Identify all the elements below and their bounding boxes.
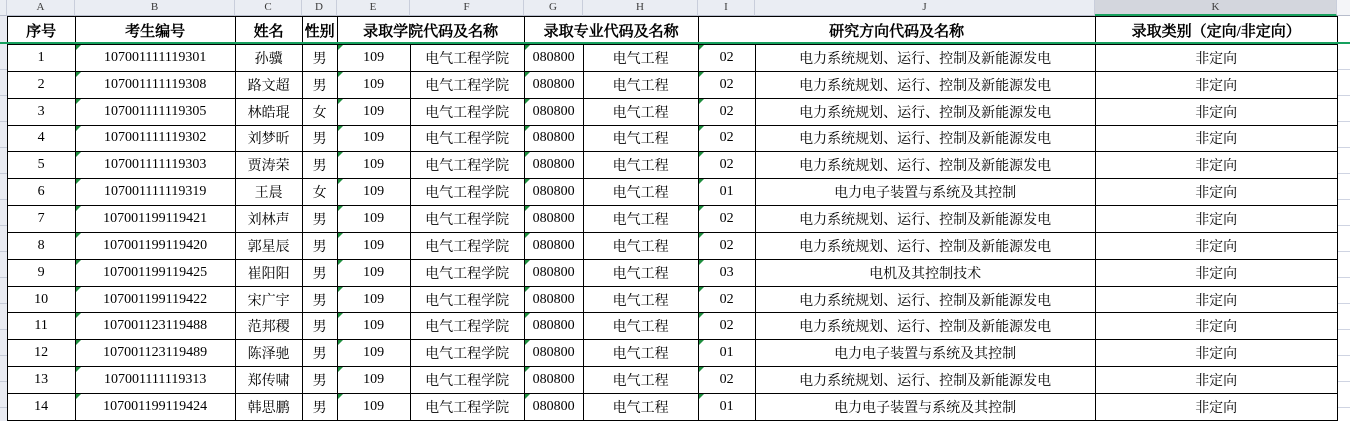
cell-direction-name[interactable]: 电力电子装置与系统及其控制 xyxy=(755,179,1095,206)
cell-gender[interactable]: 男 xyxy=(302,45,337,72)
cell-college-name[interactable]: 电气工程学院 xyxy=(410,45,524,72)
cell-direction-name[interactable]: 电力系统规划、运行、控制及新能源发电 xyxy=(755,232,1095,259)
cell-index[interactable]: 1 xyxy=(7,45,75,72)
cell-admission-type[interactable]: 非定向 xyxy=(1095,340,1337,367)
cell-direction-name[interactable]: 电力系统规划、运行、控制及新能源发电 xyxy=(755,367,1095,394)
cell-major-name[interactable]: 电气工程 xyxy=(583,125,698,152)
cell-major-code[interactable]: 080800 xyxy=(524,45,583,72)
column-header-H[interactable]: H xyxy=(583,0,698,16)
cell-major-code[interactable]: 080800 xyxy=(524,313,583,340)
margin-cell xyxy=(1338,226,1350,252)
table-row xyxy=(7,313,1337,340)
column-letter-strip xyxy=(0,0,1350,16)
cell-candidate-id[interactable]: 107001111119319 xyxy=(75,179,235,206)
column-header-K-selected[interactable]: K xyxy=(1095,0,1337,16)
cell-direction-code[interactable]: 01 xyxy=(698,393,755,420)
table-row xyxy=(7,286,1337,313)
cell-name[interactable]: 贾涛荣 xyxy=(235,152,302,179)
margin-cell xyxy=(1338,148,1350,174)
table-row xyxy=(7,340,1337,367)
header-candidate-id[interactable]: 考生编号 xyxy=(75,17,235,45)
margin-cell xyxy=(1338,200,1350,226)
cell-candidate-id[interactable]: 107001111119308 xyxy=(75,71,235,98)
cell-admission-type[interactable]: 非定向 xyxy=(1095,45,1337,72)
cell-admission-type[interactable]: 非定向 xyxy=(1095,179,1337,206)
cell-gender[interactable]: 男 xyxy=(302,206,337,233)
margin-cell xyxy=(1338,44,1350,70)
gutter-cell xyxy=(0,96,7,122)
cell-admission-type[interactable]: 非定向 xyxy=(1095,393,1337,420)
cell-candidate-id[interactable]: 107001199119421 xyxy=(75,206,235,233)
column-header-A[interactable]: A xyxy=(7,0,75,16)
cell-direction-name[interactable]: 电力电子装置与系统及其控制 xyxy=(755,393,1095,420)
header-index[interactable]: 序号 xyxy=(7,17,75,45)
cell-college-code[interactable]: 109 xyxy=(337,206,410,233)
cell-name[interactable]: 刘梦昕 xyxy=(235,125,302,152)
cell-name[interactable]: 孙骥 xyxy=(235,45,302,72)
cell-direction-name[interactable]: 电力系统规划、运行、控制及新能源发电 xyxy=(755,206,1095,233)
cell-direction-code[interactable]: 02 xyxy=(698,71,755,98)
cell-name[interactable]: 陈泽驰 xyxy=(235,340,302,367)
cell-candidate-id[interactable]: 107001111119305 xyxy=(75,98,235,125)
cell-index[interactable]: 7 xyxy=(7,206,75,233)
cell-index[interactable]: 3 xyxy=(7,98,75,125)
header-gender[interactable]: 性别 xyxy=(302,17,337,45)
cell-college-name[interactable]: 电气工程学院 xyxy=(410,206,524,233)
cell-college-name[interactable]: 电气工程学院 xyxy=(410,232,524,259)
margin-cell xyxy=(1338,70,1350,96)
table-header-row xyxy=(7,17,1337,45)
row-header-gutter xyxy=(0,16,7,421)
cell-name[interactable]: 林皓琨 xyxy=(235,98,302,125)
cell-gender[interactable]: 女 xyxy=(302,179,337,206)
cell-college-name[interactable]: 电气工程学院 xyxy=(410,367,524,394)
cell-college-code[interactable]: 109 xyxy=(337,313,410,340)
cell-candidate-id[interactable]: 107001123119489 xyxy=(75,340,235,367)
cell-direction-code[interactable]: 01 xyxy=(698,179,755,206)
cell-direction-code[interactable]: 02 xyxy=(698,45,755,72)
cell-admission-type[interactable]: 非定向 xyxy=(1095,286,1337,313)
cell-college-name[interactable]: 电气工程学院 xyxy=(410,313,524,340)
column-header-E[interactable]: E xyxy=(337,0,410,16)
cell-college-code[interactable]: 109 xyxy=(337,125,410,152)
cell-direction-code[interactable]: 02 xyxy=(698,125,755,152)
margin-cell xyxy=(1338,278,1350,304)
cell-college-name[interactable]: 电气工程学院 xyxy=(410,259,524,286)
cell-college-name[interactable]: 电气工程学院 xyxy=(410,340,524,367)
cell-name[interactable]: 崔阳阳 xyxy=(235,259,302,286)
cell-major-name[interactable]: 电气工程 xyxy=(583,206,698,233)
cell-gender[interactable]: 男 xyxy=(302,259,337,286)
cell-major-name[interactable]: 电气工程 xyxy=(583,340,698,367)
cell-college-code[interactable]: 109 xyxy=(337,98,410,125)
gutter-cell xyxy=(0,122,7,148)
cell-direction-name[interactable]: 电力系统规划、运行、控制及新能源发电 xyxy=(755,286,1095,313)
cell-major-name[interactable]: 电气工程 xyxy=(583,259,698,286)
cell-major-code[interactable]: 080800 xyxy=(524,367,583,394)
column-header-L-partial[interactable] xyxy=(1337,0,1350,16)
cell-major-code[interactable]: 080800 xyxy=(524,152,583,179)
gutter-corner xyxy=(0,0,7,16)
cell-admission-type[interactable]: 非定向 xyxy=(1095,206,1337,233)
table-row xyxy=(7,259,1337,286)
gutter-cell xyxy=(0,382,7,408)
gutter-cell xyxy=(0,330,7,356)
cell-gender[interactable]: 男 xyxy=(302,286,337,313)
cell-college-name[interactable]: 电气工程学院 xyxy=(410,179,524,206)
cell-admission-type[interactable]: 非定向 xyxy=(1095,259,1337,286)
cell-direction-name[interactable]: 电机及其控制技术 xyxy=(755,259,1095,286)
cell-major-name[interactable]: 电气工程 xyxy=(583,393,698,420)
header-direction[interactable]: 研究方向代码及名称 xyxy=(698,17,1095,45)
cell-admission-type[interactable]: 非定向 xyxy=(1095,125,1337,152)
cell-candidate-id[interactable]: 107001199119420 xyxy=(75,232,235,259)
cell-direction-code[interactable]: 02 xyxy=(698,98,755,125)
gutter-cell xyxy=(0,44,7,70)
cell-admission-type[interactable]: 非定向 xyxy=(1095,152,1337,179)
cell-candidate-id[interactable]: 107001123119488 xyxy=(75,313,235,340)
cell-gender[interactable]: 男 xyxy=(302,71,337,98)
cell-college-code[interactable]: 109 xyxy=(337,179,410,206)
cell-index[interactable]: 6 xyxy=(7,179,75,206)
cell-gender[interactable]: 女 xyxy=(302,98,337,125)
gutter-cell xyxy=(0,174,7,200)
column-header-D[interactable]: D xyxy=(302,0,337,16)
cell-college-code[interactable]: 109 xyxy=(337,232,410,259)
table-row xyxy=(7,152,1337,179)
table-row xyxy=(7,393,1337,420)
cell-direction-name[interactable]: 电力系统规划、运行、控制及新能源发电 xyxy=(755,98,1095,125)
cell-candidate-id[interactable]: 107001199119425 xyxy=(75,259,235,286)
cell-direction-code[interactable]: 02 xyxy=(698,206,755,233)
cell-major-name[interactable]: 电气工程 xyxy=(583,45,698,72)
margin-cell xyxy=(1338,96,1350,122)
gutter-cell xyxy=(0,356,7,382)
cell-index[interactable]: 12 xyxy=(7,340,75,367)
cell-major-code[interactable]: 080800 xyxy=(524,98,583,125)
column-header-C[interactable]: C xyxy=(235,0,302,16)
cell-gender[interactable]: 男 xyxy=(302,313,337,340)
cell-major-code[interactable]: 080800 xyxy=(524,286,583,313)
cell-direction-name[interactable]: 电力系统规划、运行、控制及新能源发电 xyxy=(755,125,1095,152)
header-admission-type[interactable]: 录取类别（定向/非定向） xyxy=(1095,17,1337,45)
table-row xyxy=(7,232,1337,259)
table-row xyxy=(7,98,1337,125)
header-college[interactable]: 录取学院代码及名称 xyxy=(337,17,524,45)
cell-index[interactable]: 8 xyxy=(7,232,75,259)
cell-direction-name[interactable]: 电力系统规划、运行、控制及新能源发电 xyxy=(755,45,1095,72)
cell-direction-name[interactable]: 电力系统规划、运行、控制及新能源发电 xyxy=(755,71,1095,98)
cell-college-code[interactable]: 109 xyxy=(337,45,410,72)
margin-cell xyxy=(1338,382,1350,408)
table-body xyxy=(7,45,1337,421)
cell-gender[interactable]: 男 xyxy=(302,125,337,152)
gutter-cell xyxy=(0,226,7,252)
table-row xyxy=(7,71,1337,98)
cell-major-name[interactable]: 电气工程 xyxy=(583,367,698,394)
cell-major-code[interactable]: 080800 xyxy=(524,125,583,152)
cell-direction-code[interactable]: 02 xyxy=(698,313,755,340)
margin-cell xyxy=(1338,356,1350,382)
cell-gender[interactable]: 男 xyxy=(302,393,337,420)
table-row xyxy=(7,206,1337,233)
column-header-F[interactable]: F xyxy=(410,0,524,16)
cell-major-code[interactable]: 080800 xyxy=(524,232,583,259)
cell-candidate-id[interactable]: 107001199119422 xyxy=(75,286,235,313)
gutter-cell xyxy=(0,16,7,44)
cell-index[interactable]: 13 xyxy=(7,367,75,394)
cell-major-name[interactable]: 电气工程 xyxy=(583,71,698,98)
header-major[interactable]: 录取专业代码及名称 xyxy=(524,17,698,45)
cell-major-code[interactable]: 080800 xyxy=(524,206,583,233)
cell-direction-code[interactable]: 02 xyxy=(698,286,755,313)
cell-college-code[interactable]: 109 xyxy=(337,367,410,394)
cell-direction-name[interactable]: 电力电子装置与系统及其控制 xyxy=(755,340,1095,367)
cell-candidate-id[interactable]: 107001111119301 xyxy=(75,45,235,72)
margin-cell xyxy=(1338,16,1350,44)
cell-major-name[interactable]: 电气工程 xyxy=(583,286,698,313)
cell-college-code[interactable]: 109 xyxy=(337,71,410,98)
cell-college-name[interactable]: 电气工程学院 xyxy=(410,98,524,125)
cell-college-name[interactable]: 电气工程学院 xyxy=(410,393,524,420)
cell-candidate-id[interactable]: 107001111119303 xyxy=(75,152,235,179)
cell-college-code[interactable]: 109 xyxy=(337,152,410,179)
gutter-cell xyxy=(0,70,7,96)
cell-name[interactable]: 郑传啸 xyxy=(235,367,302,394)
table-row xyxy=(7,45,1337,72)
column-header-G[interactable]: G xyxy=(524,0,583,16)
table-row xyxy=(7,179,1337,206)
cell-direction-code[interactable]: 03 xyxy=(698,259,755,286)
cell-direction-code[interactable]: 02 xyxy=(698,367,755,394)
cell-major-name[interactable]: 电气工程 xyxy=(583,232,698,259)
cell-major-name[interactable]: 电气工程 xyxy=(583,152,698,179)
table-row xyxy=(7,125,1337,152)
cell-gender[interactable]: 男 xyxy=(302,152,337,179)
cell-major-code[interactable]: 080800 xyxy=(524,393,583,420)
cell-gender[interactable]: 男 xyxy=(302,232,337,259)
cell-admission-type[interactable]: 非定向 xyxy=(1095,98,1337,125)
cell-name[interactable]: 路文超 xyxy=(235,71,302,98)
cell-major-name[interactable]: 电气工程 xyxy=(583,98,698,125)
cell-candidate-id[interactable]: 107001199119424 xyxy=(75,393,235,420)
right-margin-column xyxy=(1338,16,1350,421)
cell-major-code[interactable]: 080800 xyxy=(524,71,583,98)
cell-major-name[interactable]: 电气工程 xyxy=(583,179,698,206)
gutter-cell xyxy=(0,200,7,226)
cell-name[interactable]: 韩思鹏 xyxy=(235,393,302,420)
cell-college-name[interactable]: 电气工程学院 xyxy=(410,125,524,152)
cell-index[interactable]: 10 xyxy=(7,286,75,313)
cell-admission-type[interactable]: 非定向 xyxy=(1095,367,1337,394)
column-header-B[interactable]: B xyxy=(75,0,235,16)
gutter-cell xyxy=(0,252,7,278)
cell-index[interactable]: 4 xyxy=(7,125,75,152)
cell-gender[interactable]: 男 xyxy=(302,367,337,394)
cell-index[interactable]: 2 xyxy=(7,71,75,98)
cell-admission-type[interactable]: 非定向 xyxy=(1095,71,1337,98)
cell-admission-type[interactable]: 非定向 xyxy=(1095,232,1337,259)
sheet-body xyxy=(0,16,1350,421)
cell-major-name[interactable]: 电气工程 xyxy=(583,313,698,340)
cell-name[interactable]: 宋广宇 xyxy=(235,286,302,313)
cell-name[interactable]: 范邦稷 xyxy=(235,313,302,340)
cell-college-name[interactable]: 电气工程学院 xyxy=(410,152,524,179)
cell-candidate-id[interactable]: 107001111119313 xyxy=(75,367,235,394)
margin-cell xyxy=(1338,330,1350,356)
cell-name[interactable]: 王晨 xyxy=(235,179,302,206)
cell-college-code[interactable]: 109 xyxy=(337,393,410,420)
margin-cell xyxy=(1338,122,1350,148)
cell-direction-name[interactable]: 电力系统规划、运行、控制及新能源发电 xyxy=(755,313,1095,340)
cell-candidate-id[interactable]: 107001111119302 xyxy=(75,125,235,152)
gutter-cell xyxy=(0,304,7,330)
header-name[interactable]: 姓名 xyxy=(235,17,302,45)
gutter-cell xyxy=(0,278,7,304)
cell-major-code[interactable]: 080800 xyxy=(524,259,583,286)
cell-direction-code[interactable]: 02 xyxy=(698,152,755,179)
cell-major-code[interactable]: 080800 xyxy=(524,179,583,206)
cell-index[interactable]: 11 xyxy=(7,313,75,340)
cell-name[interactable]: 郭星辰 xyxy=(235,232,302,259)
cell-college-code[interactable]: 109 xyxy=(337,340,410,367)
cell-college-name[interactable]: 电气工程学院 xyxy=(410,71,524,98)
cell-index[interactable]: 5 xyxy=(7,152,75,179)
table-row xyxy=(7,367,1337,394)
cell-admission-type[interactable]: 非定向 xyxy=(1095,313,1337,340)
margin-cell xyxy=(1338,252,1350,278)
cell-college-code[interactable]: 109 xyxy=(337,259,410,286)
cell-major-code[interactable]: 080800 xyxy=(524,340,583,367)
cell-college-code[interactable]: 109 xyxy=(337,286,410,313)
cell-name[interactable]: 刘林声 xyxy=(235,206,302,233)
cell-direction-code[interactable]: 01 xyxy=(698,340,755,367)
column-header-J[interactable]: J xyxy=(755,0,1095,16)
admission-table xyxy=(7,16,1338,421)
cell-direction-code[interactable]: 02 xyxy=(698,232,755,259)
cell-gender[interactable]: 男 xyxy=(302,340,337,367)
cell-direction-name[interactable]: 电力系统规划、运行、控制及新能源发电 xyxy=(755,152,1095,179)
margin-cell xyxy=(1338,174,1350,200)
column-header-I[interactable]: I xyxy=(698,0,755,16)
cell-index[interactable]: 14 xyxy=(7,393,75,420)
cell-index[interactable]: 9 xyxy=(7,259,75,286)
margin-cell xyxy=(1338,304,1350,330)
frozen-row-divider-line xyxy=(0,42,1350,44)
gutter-cell xyxy=(0,148,7,174)
cell-college-name[interactable]: 电气工程学院 xyxy=(410,286,524,313)
